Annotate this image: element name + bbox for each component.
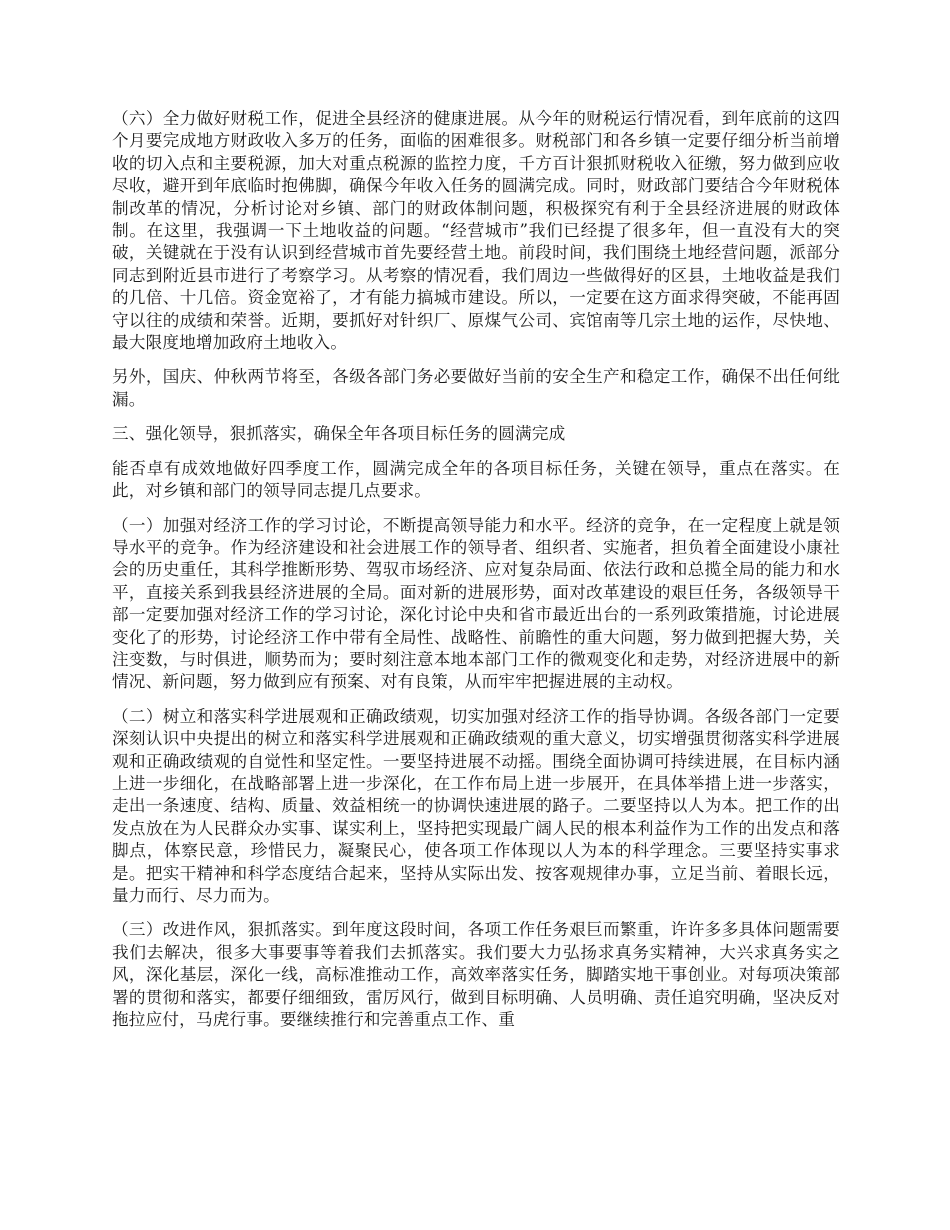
paragraph-finance-tax: （六）全力做好财税工作，促进全县经济的健康进展。从今年的财税运行情况看，到年底前的这四个月要完成地方财政收入多万的任务，面临的困难很多。财税部门和各乡镇一定要仔细分析当前增收的切入点和主要税源，加大对重点税源的监控力度，千方百计狠抓财税收入征缴，努力做到应收尽收，避开到年底临时抱佛脚，确保今年收入任务的圆满完成。同时，财政部门要结合今年财税体制改革的情况，分析讨论对乡镇、部门的财政体制问题，积极探究有利于全县经济进展的财政体制。在这里，我强调一下土地收益的问题。“经营城市”我们已经提了很多年，但一直没有大的突破，关键就在于没有认识到经营城市首先要经营土地。前段时间，我们围绕土地经营问题，派部分同志到附近县市进行了考察学习。从考察的情况看，我们周边一些做得好的区县，土地收益是我们的几倍、十几倍。资金宽裕了，才有能力搞城市建设。所以，一定要在这方面求得突破，不能再固守以往的成绩和荣誉。近期，要抓好对针织厂、原煤气公司、宾馆南等几宗土地的运作，尽快地、最大限度地增加政府土地收入。 <box>112 109 840 353</box>
paragraph-scientific-development: （二）树立和落实科学进展观和正确政绩观，切实加强对经济工作的指导协调。各级各部门一定要深刻认识中央提出的树立和落实科学进展观和正确政绩观的重大意义，切实增强贯彻落实科学进展观和正确政绩观的自觉性和坚定性。一要坚持进展不动摇。围绕全面协调可持续进展，在目标内涵上进一步细化，在战略部署上进一步深化，在工作布局上进一步展开，在具体举措上进一步落实，走出一条速度、结构、质量、效益相统一的协调快速进展的路子。二要坚持以人为本。把工作的出发点放在为人民群众办实事、谋实利上，坚持把实现最广阔人民的根本利益作为工作的出发点和落脚点，体察民意，珍惜民力，凝聚民心，使各项工作体现以人为本的科学理念。三要坚持实事求是。把实干精神和科学态度结合起来，坚持从实际出发、按客观规律办事，立足当前、着眼长远，量力而行、尽力而为。 <box>112 706 840 905</box>
section-heading-leadership: 三、强化领导，狠抓落实，确保全年各项目标任务的圆满完成 <box>112 424 566 444</box>
document-body <box>112 108 840 1043</box>
paragraph-holiday-safety: 另外，国庆、仲秋两节将至，各级各部门务必要做好当前的安全生产和稳定工作，确保不出任何纰漏。 <box>112 367 840 409</box>
paragraph-economic-study: （一）加强对经济工作的学习讨论，不断提高领导能力和水平。经济的竞争，在一定程度上就是领导水平的竞争。作为经济建设和社会进展工作的领导者、组织者、实施者，担负着全面建设小康社会的历史重任，其科学推断形势、驾驭市场经济、应对复杂局面、依法行政和总揽全局的能力和水平，直接关系到我县经济进展的全局。面对新的进展形势，面对改革建设的艰巨任务，各级领导干部一定要加强对经济工作的学习讨论，深化讨论中央和省市最近出台的一系列政策措施，讨论进展变化了的形势，讨论经济工作中带有全局性、战略性、前瞻性的重大问题，努力做到把握大势，关注变数，与时俱进，顺势而为；要时刻注意本地本部门工作的微观变化和走势，对经济进展中的新情况、新问题，努力做到应有预案、对有良策，从而牢牢把握进展的主动权。 <box>112 515 840 692</box>
paragraph-leadership-intro: 能否卓有成效地做好四季度工作，圆满完成全年的各项目标任务，关键在领导，重点在落实。在此，对乡镇和部门的领导同志提几点要求。 <box>112 458 840 501</box>
paragraph-work-style: （三）改进作风，狠抓落实。到年度这段时间，各项工作任务艰巨而繁重，许许多多具体问题需要我们去解决，很多大事要事等着我们去抓落实。我们要大力弘扬求真务实精神，大兴求真务实之风，深化基层，深化一线，高标准推动工作，高效率落实任务，脚踏实地干事创业。对每项决策部署的贯彻和落实，都要仔细细致，雷厉风行，做到目标明确、人员明确、责任追究明确，坚决反对拖拉应付，马虎行事。要继续推行和完善重点工作、重 <box>112 920 840 1030</box>
